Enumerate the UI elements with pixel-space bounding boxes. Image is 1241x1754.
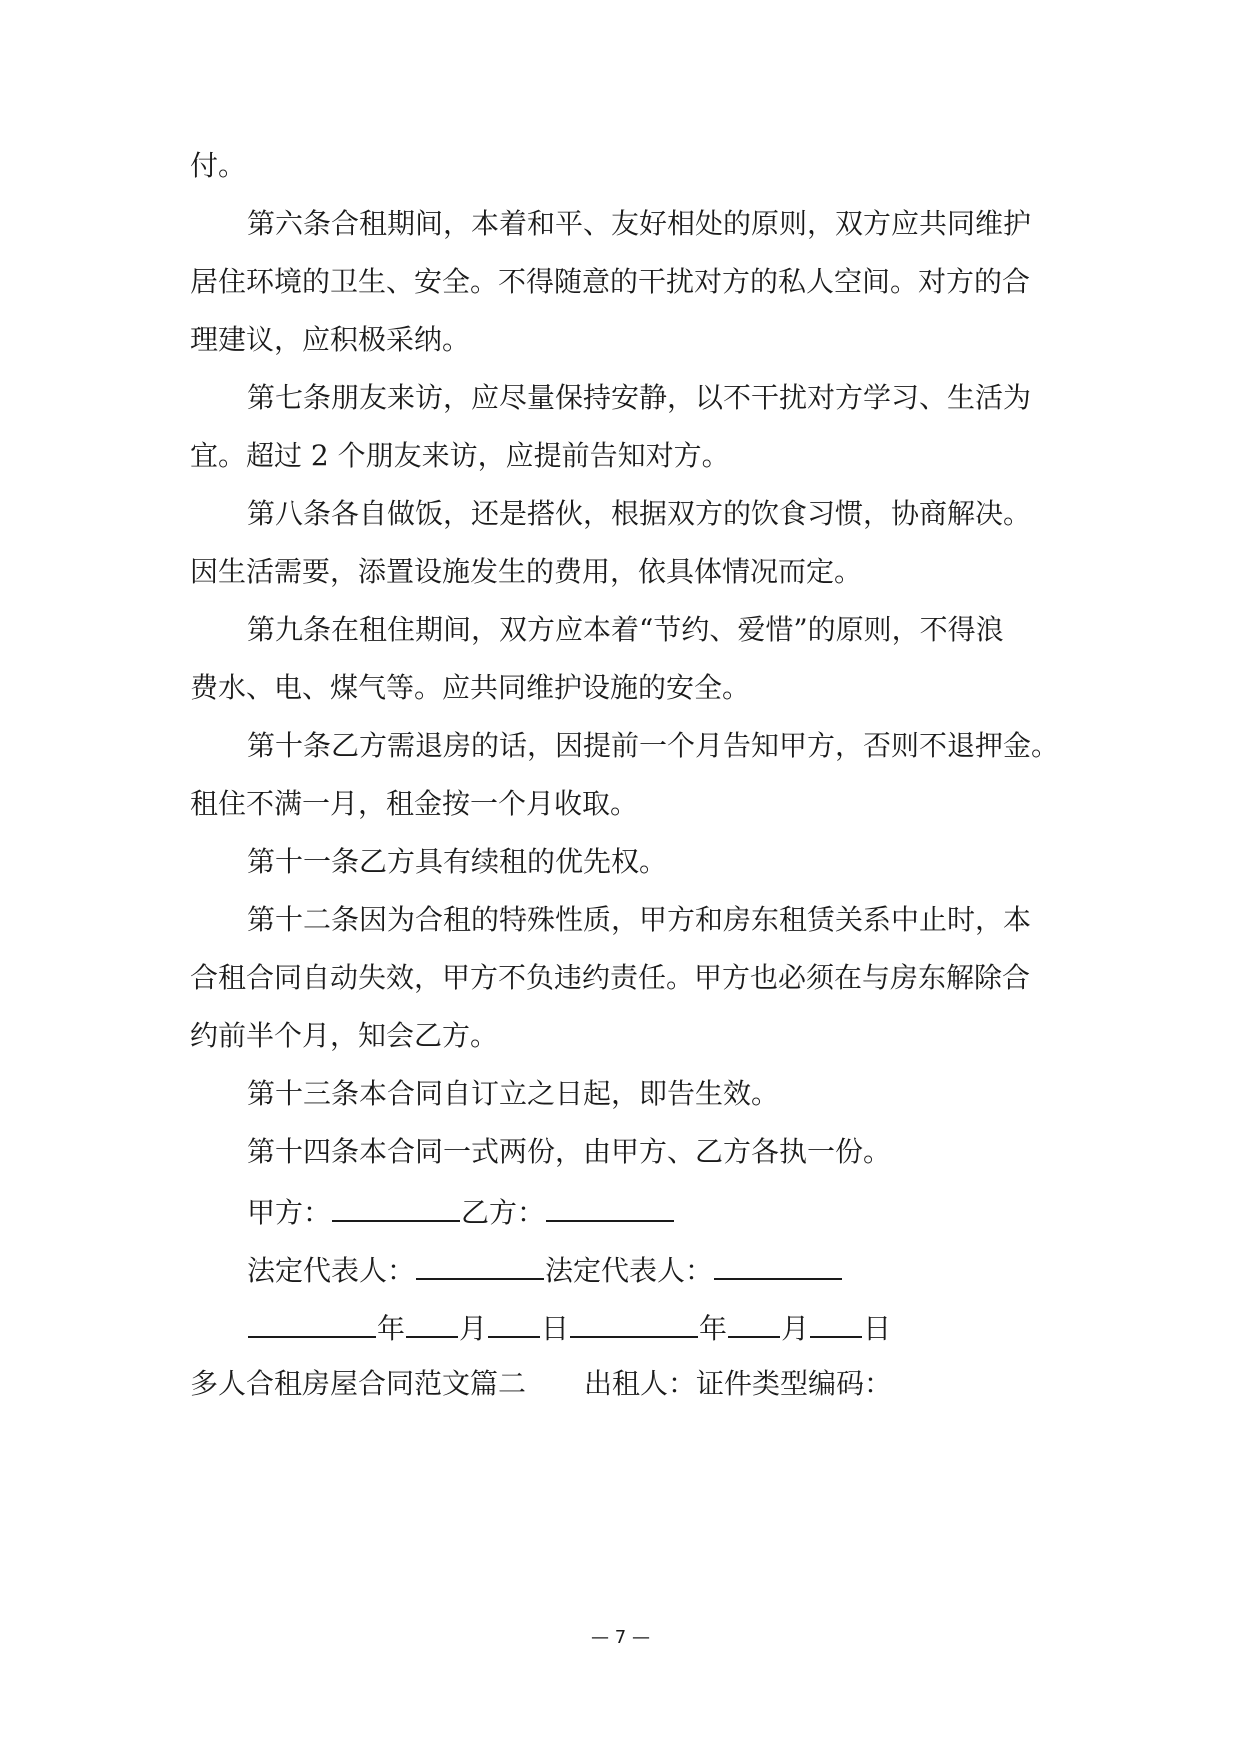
clause-12-line-1: 第十二条因为合租的特殊性质，甲方和房东租赁关系中止时，本: [247, 903, 1032, 936]
rep-b-label: 法定代表人：: [545, 1254, 714, 1287]
month-a-blank: [406, 1306, 458, 1338]
clause-8-line-1: 第八条各自做饭，还是搭伙，根据双方的饮食习惯，协商解决。: [247, 497, 1032, 530]
year-a-blank: [248, 1306, 376, 1338]
clause-7-line-1: 第七条朋友来访，应尽量保持安静，以不干扰对方学习、生活为: [247, 381, 1032, 414]
party-a-blank: [332, 1190, 460, 1222]
rep-b-blank: [714, 1248, 842, 1280]
clause-9-line-2: 费水、电、煤气等。应共同维护设施的安全。: [190, 671, 751, 704]
clause-10-line-2: 租住不满一月，租金按一个月收取。: [190, 787, 639, 820]
year-b-blank: [570, 1306, 698, 1338]
party-b-label: 乙方：: [461, 1196, 546, 1229]
paragraph-continuation: 付。: [190, 149, 247, 182]
signature-party-line: [247, 1190, 675, 1233]
day-b-blank: [810, 1306, 862, 1338]
clause-6-line-3: 理建议，应积极采纳。: [190, 323, 471, 356]
next-section-title: 多人合租房屋合同范文篇二: [190, 1367, 527, 1400]
clause-13: 第十三条本合同自订立之日起，即告生效。: [247, 1077, 780, 1110]
party-b-blank: [546, 1190, 674, 1222]
page-number: — 7 —: [591, 1627, 650, 1648]
month-b-label: 月: [781, 1312, 810, 1345]
day-b-label: 日: [863, 1312, 892, 1345]
month-b-blank: [728, 1306, 780, 1338]
day-a-label: 日: [541, 1312, 570, 1345]
clause-6-line-2: 居住环境的卫生、安全。不得随意的干扰对方的私人空间。对方的合: [190, 265, 1031, 298]
clause-6-line-1: 第六条合租期间，本着和平、友好相处的原则，双方应共同维护: [247, 207, 1032, 240]
rep-a-blank: [416, 1248, 544, 1280]
clause-14: 第十四条本合同一式两份，由甲方、乙方各执一份。: [247, 1135, 892, 1168]
day-a-blank: [488, 1306, 540, 1338]
next-section-line: [190, 1364, 892, 1404]
lessor-label: 出租人：证件类型编码：: [584, 1367, 893, 1400]
signature-date-line: [247, 1306, 891, 1349]
clause-7-line-2: 宜。超过 2 个朋友来访，应提前告知对方。: [190, 439, 730, 472]
clause-9-line-1: 第九条在租住期间，双方应本着“节约、爱惜”的原则，不得浪: [247, 613, 1004, 646]
clause-10-line-1: 第十条乙方需退房的话，因提前一个月告知甲方，否则不退押金。: [247, 729, 1060, 762]
signature-representative-line: [247, 1248, 843, 1291]
year-b-label: 年: [699, 1312, 728, 1345]
year-a-label: 年: [377, 1312, 406, 1345]
month-a-label: 月: [459, 1312, 488, 1345]
clause-12-line-3: 约前半个月，知会乙方。: [190, 1019, 499, 1052]
rep-a-label: 法定代表人：: [247, 1254, 416, 1287]
party-a-label: 甲方：: [247, 1196, 332, 1229]
clause-11: 第十一条乙方具有续租的优先权。: [247, 845, 668, 878]
clause-8-line-2: 因生活需要，添置设施发生的费用，依具体情况而定。: [190, 555, 863, 588]
clause-12-line-2: 合租合同自动失效，甲方不负违约责任。甲方也必须在与房东解除合: [190, 961, 1031, 994]
